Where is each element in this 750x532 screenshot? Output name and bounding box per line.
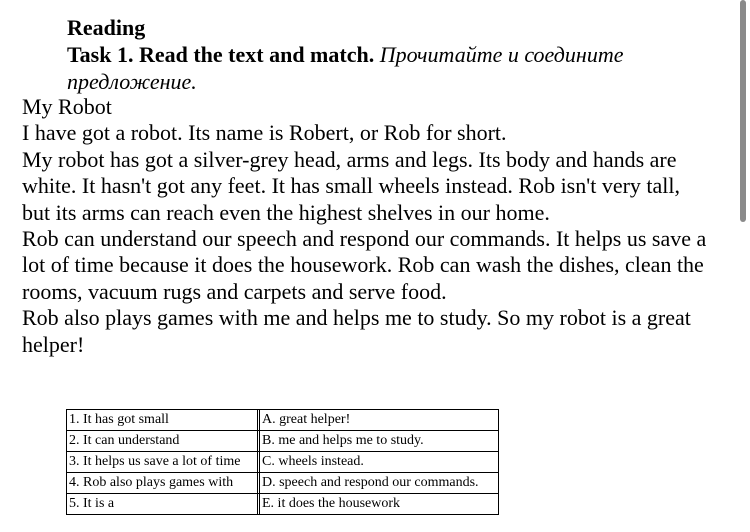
- task-instruction-russian-1: Прочитайте и соедините: [379, 42, 624, 67]
- table-row: [67, 431, 499, 452]
- sentence-end: B. me and helps me to study.: [260, 431, 499, 452]
- task-instruction-russian-2: предложение.: [67, 69, 197, 94]
- sentence-start: 2. It can understand: [67, 431, 258, 452]
- table-row: [67, 473, 499, 494]
- sentence-start: 3. It helps us save a lot of time: [67, 452, 258, 473]
- table-row: [67, 452, 499, 473]
- sentence-start: 4. Rob also plays games with: [67, 473, 258, 494]
- section-title: Reading: [67, 15, 146, 40]
- table-row: [67, 410, 499, 431]
- paragraph: Rob can understand our speech and respond our commands. It helps us save a lot of time because it does the housework. Rob can wash the dishes, clean the rooms, vacuum rugs and carpets and serve food.: [22, 226, 707, 304]
- sentence-start: 1. It has got small: [67, 410, 258, 431]
- sentence-end: E. it does the housework: [260, 494, 499, 515]
- sentence-end: D. speech and respond our commands.: [260, 473, 499, 494]
- vertical-scrollbar[interactable]: [740, 0, 746, 222]
- paragraph: I have got a robot. Its name is Robert, or Rob for short.: [22, 120, 507, 146]
- sentence-end: A. great helper!: [260, 410, 499, 431]
- task-instruction: [67, 41, 717, 68]
- table-row: [67, 494, 499, 515]
- sentence-start: 5. It is a: [67, 494, 258, 515]
- paragraph: Rob also plays games with me and helps me to study. So my robot is a great helper!: [22, 305, 691, 357]
- reading-text: [22, 94, 712, 358]
- text-title: My Robot: [22, 94, 112, 119]
- sentence-end: C. wheels instead.: [260, 452, 499, 473]
- heading-block: [67, 14, 717, 95]
- paragraph: My robot has got a silver-grey head, arms and legs. Its body and hands are white. It hasn't got any feet. It has small wheels instead. Rob isn't very tall, but its arms can reach even the highest shelves in our home.: [22, 146, 681, 225]
- task-instruction-english: Task 1. Read the text and match.: [67, 42, 375, 67]
- matching-table: [66, 409, 499, 515]
